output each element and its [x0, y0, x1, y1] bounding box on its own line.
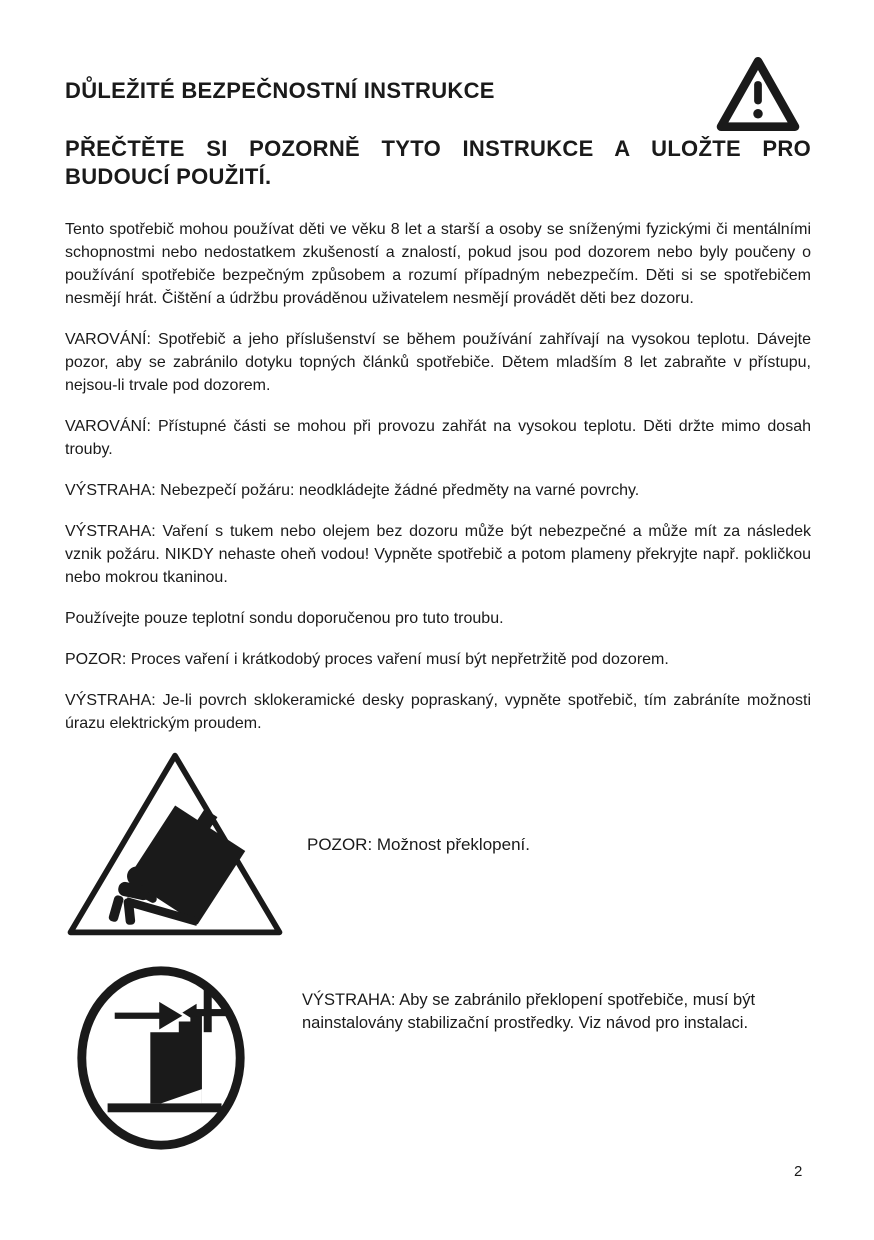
safety-paragraph: Používejte pouze teplotní sondu doporučenou pro tuto troubu.: [65, 610, 504, 627]
warning-caption: VÝSTRAHA: Aby se zabránilo překlopení spotřebiče, musí být nainstalovány stabilizační prostředky. Viz návod pro instalaci.: [302, 991, 756, 1032]
warning-row-anti-tip: [65, 961, 811, 1155]
anti-tip-bracket-circle-icon: [72, 961, 250, 1155]
safety-paragraph: VÝSTRAHA: Vaření s tukem nebo olejem bez dozoru může být nebezpečné a může mít za následek vznik požáru. NIKDY nehaste oheň vodou! Vypněte spotřebič a potom plameny překryjte např. pokličkou nebo mokrou tkaninou.: [65, 523, 811, 586]
warning-caption: POZOR: Možnost překlopení.: [307, 834, 530, 854]
page-number: 2: [794, 1163, 803, 1180]
page-subtitle: PŘEČTĚTE SI POZORNĚ TYTO INSTRUKCE A ULOŽTE PRO BUDOUCÍ POUŽITÍ.: [65, 136, 811, 189]
safety-paragraph: VAROVÁNÍ: Přístupné části se mohou při provozu zahřát na vysokou teplotu. Děti držte mimo dosah trouby.: [65, 418, 811, 458]
safety-paragraph: VÝSTRAHA: Je-li povrch sklokeramické desky popraskaný, vypněte spotřebič, tím zabráníte možnosti úrazu elektrickým proudem.: [65, 692, 811, 732]
tip-over-triangle-icon: [59, 749, 291, 939]
safety-paragraph: VÝSTRAHA: Nebezpečí požáru: neodkládejte žádné předměty na varné povrchy.: [65, 482, 640, 499]
safety-paragraph: VAROVÁNÍ: Spotřebič a jeho příslušenství se během používání zahřívají na vysokou teplotu. Dávejte pozor, aby se zabránilo dotyku topných článků spotřebiče. Dětem mladším 8 let zabraňte v přístupu, nejsou-li trvale pod dozorem.: [65, 331, 811, 394]
page-content: [65, 0, 811, 1155]
warning-row-tip-over: [65, 749, 811, 939]
page-title: DŮLEŽITÉ BEZPEČNOSTNÍ INSTRUKCE: [65, 78, 495, 103]
safety-paragraph: Tento spotřebič mohou používat děti ve věku 8 let a starší a osoby se sníženými fyzickými či mentálními schopnostmi nebo nedostatkem zkušeností a znalostí, pokud jsou pod dozorem nebo byly poučeny o používání spotřebiče bezpečným způsobem a rozumí případným nebezpečím. Děti si se spotřebičem nesmějí hrát. Čištění a údržbu prováděnou uživatelem nesmějí provádět děti bez dozoru.: [65, 221, 811, 307]
safety-paragraph: POZOR: Proces vaření i krátkodobý proces vaření musí být nepřetržitě pod dozorem.: [65, 651, 669, 668]
